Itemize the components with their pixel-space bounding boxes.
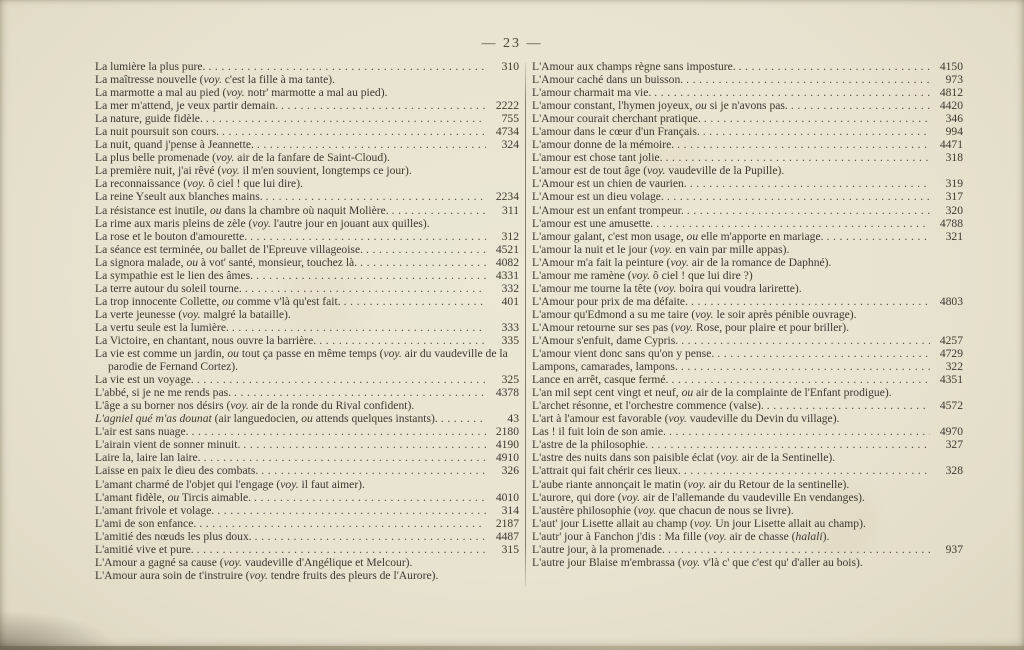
dot-leader xyxy=(252,530,486,543)
entry-title: L'art à l'amour est favorable (voy. vaudeville du Devin du village). xyxy=(532,412,840,426)
dot-leader xyxy=(254,138,486,151)
index-entry xyxy=(532,151,963,164)
dot-leader xyxy=(242,282,486,295)
entry-ref-number: 4803 xyxy=(939,294,963,308)
index-entry xyxy=(532,125,963,138)
entry-ref-number: 937 xyxy=(945,542,963,556)
entry-title: L'amour dans le cœur d'un Français. xyxy=(532,125,700,139)
entry-title: Laisse en paix le dieu des combats. xyxy=(95,464,259,478)
dot-leader xyxy=(201,451,486,464)
entry-title: La nature, guide fidèle. xyxy=(95,112,203,126)
entry-ref-number: 4487 xyxy=(495,529,519,543)
entry-title: Lampons, camarades, lampons. xyxy=(532,360,678,374)
index-entry xyxy=(532,269,963,282)
index-entry xyxy=(95,334,519,347)
index-column-right xyxy=(532,60,963,569)
entry-title: L'ami de son enfance. xyxy=(95,516,197,530)
entry-title: L'amour galant, c'est mon usage, ou elle m'apporte en mariage. xyxy=(532,229,824,243)
dot-leader xyxy=(678,360,930,373)
entry-ref-number: 312 xyxy=(501,229,519,243)
entry-ref-number: 4378 xyxy=(495,386,519,400)
dot-leader xyxy=(648,438,930,451)
dot-leader xyxy=(363,243,486,256)
index-entry xyxy=(532,73,963,86)
index-entry xyxy=(532,190,963,203)
index-entry xyxy=(532,543,963,556)
entry-title: Lance en arrêt, casque fermé. xyxy=(532,373,669,387)
entry-ref-number: 4910 xyxy=(495,451,519,465)
index-entry xyxy=(95,99,519,112)
index-entry xyxy=(532,282,963,295)
index-entry xyxy=(95,177,519,190)
index-entry xyxy=(95,60,519,73)
entry-title: La trop innocente Collette, ou comme v'là qu'est fait. xyxy=(95,294,341,308)
dot-leader xyxy=(389,204,486,217)
index-entry xyxy=(95,217,519,230)
dot-leader xyxy=(316,334,486,347)
entry-ref-number: 755 xyxy=(501,112,519,126)
dot-leader xyxy=(189,425,486,438)
index-entry xyxy=(95,151,519,164)
index-entry xyxy=(532,425,963,438)
entry-title: L'amant fidèle, ou Tircis aimable. xyxy=(95,490,252,504)
entry-title: L'Amour retourne sur ses pas (voy. Rose, pour plaire et pour briller). xyxy=(532,320,849,334)
entry-title: L'austère philosophie (voy. que chacun de nous se livre). xyxy=(532,503,794,517)
index-entry xyxy=(95,308,519,321)
dot-leader xyxy=(687,177,930,190)
index-entry xyxy=(532,217,963,230)
dot-leader xyxy=(229,321,486,334)
dot-leader xyxy=(664,190,930,203)
dot-leader xyxy=(341,295,486,308)
index-entry xyxy=(95,112,519,125)
index-entry xyxy=(95,86,519,99)
entry-ref-number: 333 xyxy=(501,320,519,334)
dot-leader xyxy=(247,230,486,243)
page-number: — 23 — xyxy=(481,36,543,51)
entry-title: L'amour charmait ma vie. xyxy=(532,86,652,100)
entry-ref-number: 4257 xyxy=(939,333,963,347)
index-entry xyxy=(532,164,963,177)
dot-leader xyxy=(214,504,486,517)
entry-title: La marmotte a mal au pied (voy. notr' marmotte a mal au pied). xyxy=(95,86,388,100)
entry-title: L'Amour courait cherchant pratique. xyxy=(532,112,701,126)
index-entry xyxy=(95,478,519,491)
index-entry xyxy=(532,438,963,451)
index-column-left xyxy=(95,60,519,582)
entry-title: La rime aux maris pleins de zèle (voy. l'autre jour en jouant aux quilles). xyxy=(95,216,430,230)
entry-title: L'Amour aura soin de t'instruire (voy. tendre fruits des pleurs de l'Aurore). xyxy=(95,568,439,582)
dot-leader xyxy=(205,60,486,73)
dot-leader xyxy=(219,125,486,138)
entry-title: La vertu seule est la lumière. xyxy=(95,320,229,334)
entry-ref-number: 322 xyxy=(945,360,963,374)
index-entry xyxy=(95,517,519,530)
entry-ref-number: 4788 xyxy=(939,216,963,230)
entry-title: L'aut' jour Lisette allait au champ (voy. Un jour Lisette allait au champ). xyxy=(532,516,866,530)
dot-leader xyxy=(194,543,486,556)
entry-title: La résistance est inutile, ou dans la chambre où naquit Molière. xyxy=(95,203,389,217)
entry-ref-number: 314 xyxy=(501,503,519,517)
index-entry xyxy=(95,451,519,464)
index-entry xyxy=(95,204,519,217)
entry-title: L'amour donne de la mémoire. xyxy=(532,138,675,152)
entry-title: La première nuit, j'ai rêvé (voy. il m'en souvient, longtemps ce jour). xyxy=(95,164,412,178)
dot-leader xyxy=(681,464,930,477)
index-entry xyxy=(95,190,519,203)
entry-title: L'Amour a gagné sa cause (voy. vaudeville d'Angélique et Melcour). xyxy=(95,555,413,569)
dot-leader xyxy=(357,256,486,269)
entry-ref-number: 4082 xyxy=(495,255,519,269)
entry-ref-number: 2180 xyxy=(495,425,519,439)
entry-ref-number: 4010 xyxy=(495,490,519,504)
column-divider-line xyxy=(525,63,526,586)
dot-leader xyxy=(665,543,930,556)
entry-title: La plus belle promenade (voy. air de la fanfare de Saint-Cloud). xyxy=(95,151,390,165)
index-entry xyxy=(532,230,963,243)
entry-title: L'amitié des nœuds les plus doux. xyxy=(95,529,252,543)
entry-title: L'Amour est un enfant trompeur. xyxy=(532,203,684,217)
entry-title: L'amour vient donc sans qu'on y pense. xyxy=(532,347,715,361)
index-entry xyxy=(532,86,963,99)
dot-leader xyxy=(438,412,486,425)
dot-leader xyxy=(788,99,930,112)
dot-leader xyxy=(258,464,486,477)
entry-title: La sympathie est le lien des âmes. xyxy=(95,268,254,282)
index-entry xyxy=(95,125,519,138)
dot-leader xyxy=(701,112,930,125)
dot-leader xyxy=(663,151,930,164)
index-entry xyxy=(532,464,963,477)
dot-leader xyxy=(714,347,930,360)
entry-ref-number: 318 xyxy=(945,151,963,165)
index-entry xyxy=(95,164,519,177)
entry-ref-number: 4572 xyxy=(939,399,963,413)
entry-ref-number: 325 xyxy=(501,373,519,387)
entry-ref-number: 332 xyxy=(501,281,519,295)
entry-title: L'autre jour, à la promenade. xyxy=(532,542,665,556)
entry-title: La lumière la plus pure. xyxy=(95,60,206,73)
index-entry xyxy=(532,243,963,256)
dot-leader xyxy=(700,125,930,138)
entry-title: La reconnaissance (voy. ô ciel ! que lui dire). xyxy=(95,177,303,191)
entry-title: Laire la, laire lan laire. xyxy=(95,451,201,465)
index-entry xyxy=(95,295,519,308)
entry-ref-number: 335 xyxy=(501,333,519,347)
dot-leader xyxy=(251,491,486,504)
entry-ref-number: 4729 xyxy=(939,347,963,361)
dot-leader xyxy=(684,204,930,217)
entry-ref-number: 4331 xyxy=(495,268,519,282)
index-entry xyxy=(532,204,963,217)
index-entry xyxy=(532,295,963,308)
entry-ref-number: 4734 xyxy=(495,125,519,139)
dot-leader xyxy=(668,373,930,386)
entry-title: La séance est terminée, ou ballet de l'Epreuve villageoise. xyxy=(95,242,363,256)
index-entry xyxy=(95,321,519,334)
index-entry xyxy=(95,556,519,569)
entry-title: L'aurore, qui dore (voy. air de l'allemande du vaudeville En vendanges). xyxy=(532,490,865,504)
index-entry xyxy=(95,138,519,151)
entry-title: La maîtresse nouvelle (voy. c'est la fille à ma tante). xyxy=(95,73,336,87)
index-entry xyxy=(95,256,519,269)
entry-title: L'amour la nuit et le jour (voy. en vain par mille appas). xyxy=(532,242,790,256)
entry-title: L'Amour caché dans un buisson. xyxy=(532,73,684,87)
entry-ref-number: 2222 xyxy=(495,99,519,113)
index-entry xyxy=(95,386,519,399)
entry-title: L'astre des nuits dans son paisible éclat (voy. air de la Sentinelle). xyxy=(532,451,836,465)
entry-title: L'attrait qui fait chérir ces lieux. xyxy=(532,464,681,478)
entry-ref-number: 311 xyxy=(502,203,519,217)
entry-ref-number: 324 xyxy=(501,138,519,152)
entry-title: L'Amour pour prix de ma défaite. xyxy=(532,294,688,308)
index-entry xyxy=(95,73,519,86)
index-entry xyxy=(532,504,963,517)
index-entry xyxy=(532,491,963,504)
entry-title: La verte jeunesse (voy. malgré la bataille). xyxy=(95,307,291,321)
index-entry xyxy=(532,177,963,190)
dot-leader xyxy=(653,217,930,230)
dot-leader xyxy=(736,60,930,73)
index-entry xyxy=(532,138,963,151)
entry-title: La mer m'attend, je veux partir demain. xyxy=(95,99,279,113)
dot-leader xyxy=(683,73,930,86)
dot-leader xyxy=(278,99,486,112)
entry-title: L'amour est de tout âge (voy. vaudeville de la Pupille). xyxy=(532,164,785,178)
dot-leader xyxy=(231,386,486,399)
entry-ref-number: 4812 xyxy=(939,86,963,100)
dot-leader xyxy=(666,425,930,438)
entry-ref-number: 328 xyxy=(945,464,963,478)
entry-title: La signora malade, ou à vot' santé, monsieur, touchez là. xyxy=(95,255,358,269)
entry-title: La terre autour du soleil tourne. xyxy=(95,281,242,295)
index-entry xyxy=(95,491,519,504)
entry-title: La nuit, quand j'pense à Jeannette. xyxy=(95,138,254,152)
entry-ref-number: 315 xyxy=(501,542,519,556)
entry-title: L'amour est chose tant jolie. xyxy=(532,151,663,165)
index-entry xyxy=(95,438,519,451)
entry-title: L'astre de la philosophie. xyxy=(532,438,649,452)
index-entry xyxy=(532,556,963,569)
dot-leader xyxy=(688,295,930,308)
index-entry xyxy=(532,112,963,125)
index-entry xyxy=(532,451,963,464)
index-entry xyxy=(532,256,963,269)
entry-title: La rose et le bouton d'amourette. xyxy=(95,229,248,243)
dot-leader xyxy=(196,517,486,530)
index-entry xyxy=(95,412,519,425)
index-entry xyxy=(95,425,519,438)
entry-ref-number: 4351 xyxy=(939,373,963,387)
entry-ref-number: 4471 xyxy=(939,138,963,152)
entry-ref-number: 2187 xyxy=(495,516,519,530)
page-bottom-edge xyxy=(0,646,1024,650)
entry-title: L'agniel qué m'as dounat (air languedocien, ou attends quelques instants). xyxy=(95,412,438,426)
index-entry xyxy=(95,347,519,373)
dot-leader xyxy=(651,86,930,99)
index-entry xyxy=(532,60,963,73)
dot-leader xyxy=(824,230,931,243)
entry-title: L'amitié vive et pure. xyxy=(95,542,194,556)
entry-title: L'an mil sept cent vingt et neuf, ou air de la complainte de l'Enfant prodigue). xyxy=(532,386,892,400)
entry-ref-number: 310 xyxy=(501,60,519,73)
index-entry xyxy=(95,230,519,243)
entry-ref-number: 346 xyxy=(945,112,963,126)
entry-ref-number: 327 xyxy=(945,438,963,452)
entry-ref-number: 317 xyxy=(945,190,963,204)
index-entry xyxy=(532,99,963,112)
entry-title: L'autr' jour à Fanchon j'dis : Ma fille (voy. air de chasse (halali). xyxy=(532,529,830,543)
index-entry xyxy=(532,308,963,321)
entry-ref-number: 4150 xyxy=(939,60,963,73)
entry-title: L'Amour m'a fait la peinture (voy. air de la romance de Daphné). xyxy=(532,255,832,269)
entry-ref-number: 320 xyxy=(945,203,963,217)
index-entry xyxy=(532,321,963,334)
entry-title: L'Amour s'enfuit, dame Cypris. xyxy=(532,333,679,347)
entry-title: L'âge a su borner nos désirs (voy. air de la ronde du Rival confident). xyxy=(95,399,415,413)
entry-title: L'archet résonne, et l'orchestre commence (valse). xyxy=(532,399,764,413)
entry-ref-number: 2234 xyxy=(495,190,519,204)
entry-title: L'amant charmé de l'objet qui l'engage (voy. il faut aimer). xyxy=(95,477,365,491)
entry-ref-number: 326 xyxy=(501,464,519,478)
dot-leader xyxy=(253,269,486,282)
entry-ref-number: 43 xyxy=(507,412,519,426)
entry-title: L'autre jour Blaise m'embrassa (voy. v'là c' que c'est qu' d'aller au bois). xyxy=(532,555,863,569)
index-entry xyxy=(95,243,519,256)
dot-leader xyxy=(674,138,930,151)
dot-leader xyxy=(203,112,486,125)
entry-title: L'airain vient de sonner minuit. xyxy=(95,438,241,452)
dot-leader xyxy=(194,373,486,386)
page-corner-shadow xyxy=(0,610,120,650)
entry-title: Las ! il fuit loin de son amie. xyxy=(532,425,666,439)
dot-leader xyxy=(678,334,930,347)
dot-leader xyxy=(263,190,486,203)
entry-ref-number: 319 xyxy=(945,177,963,191)
entry-title: L'amant frivole et volage. xyxy=(95,503,215,517)
entry-title: L'amour qu'Edmond a su me taire (voy. le soir après pénible ouvrage). xyxy=(532,307,857,321)
index-entry xyxy=(95,504,519,517)
entry-title: La reine Yseult aux blanches mains. xyxy=(95,190,263,204)
entry-ref-number: 973 xyxy=(945,73,963,87)
entry-title: La vie est un voyage. xyxy=(95,373,194,387)
index-entry xyxy=(532,530,963,543)
index-entry xyxy=(95,373,519,386)
entry-ref-number: 401 xyxy=(501,294,519,308)
entry-title: L'amour est une amusette. xyxy=(532,216,654,230)
index-entry xyxy=(95,399,519,412)
dot-leader xyxy=(764,399,930,412)
index-entry xyxy=(532,360,963,373)
index-entry xyxy=(95,530,519,543)
entry-title: L'amour me ramène (voy. ô ciel ! que lui dire ?) xyxy=(532,268,753,282)
entry-title: L'air est sans nuage. xyxy=(95,425,189,439)
entry-ref-number: 4190 xyxy=(495,438,519,452)
entry-ref-number: 994 xyxy=(945,125,963,139)
index-entry xyxy=(95,543,519,556)
dot-leader xyxy=(240,438,486,451)
entry-title: L'Amour est un chien de vaurien. xyxy=(532,177,687,191)
entry-ref-number: 4420 xyxy=(939,99,963,113)
entry-ref-number: 4521 xyxy=(495,242,519,256)
index-entry xyxy=(532,399,963,412)
entry-title: L'abbé, si je ne me rends pas. xyxy=(95,386,232,400)
index-entry xyxy=(95,269,519,282)
index-entry xyxy=(95,282,519,295)
entry-title: L'Amour aux champs règne sans imposture. xyxy=(532,60,736,73)
entry-title: L'Amour est un dieu volage. xyxy=(532,190,664,204)
index-entry xyxy=(532,347,963,360)
index-entry xyxy=(532,412,963,425)
index-entry xyxy=(95,569,519,582)
entry-title: L'aube riante annonçait le matin (voy. air du Retour de la sentinelle). xyxy=(532,477,850,491)
index-entry xyxy=(532,386,963,399)
index-entry xyxy=(532,334,963,347)
entry-title: La vie est comme un jardin, ou tout ça passe en même temps (voy. air du vaudeville de la parodie de Fernand Cortez). xyxy=(95,347,508,374)
index-entry xyxy=(532,517,963,530)
entry-title: La nuit poursuit son cours. xyxy=(95,125,219,139)
entry-title: L'amour me tourne la tête (voy. boira qui voudra larirette). xyxy=(532,281,802,295)
entry-ref-number: 321 xyxy=(945,229,963,243)
index-entry xyxy=(532,478,963,491)
entry-ref-number: 4970 xyxy=(939,425,963,439)
index-entry xyxy=(95,464,519,477)
index-entry xyxy=(532,373,963,386)
entry-title: L'amour constant, l'hymen joyeux, ou si je n'avons pas. xyxy=(532,99,788,113)
entry-title: La Victoire, en chantant, nous ouvre la barrière. xyxy=(95,333,317,347)
